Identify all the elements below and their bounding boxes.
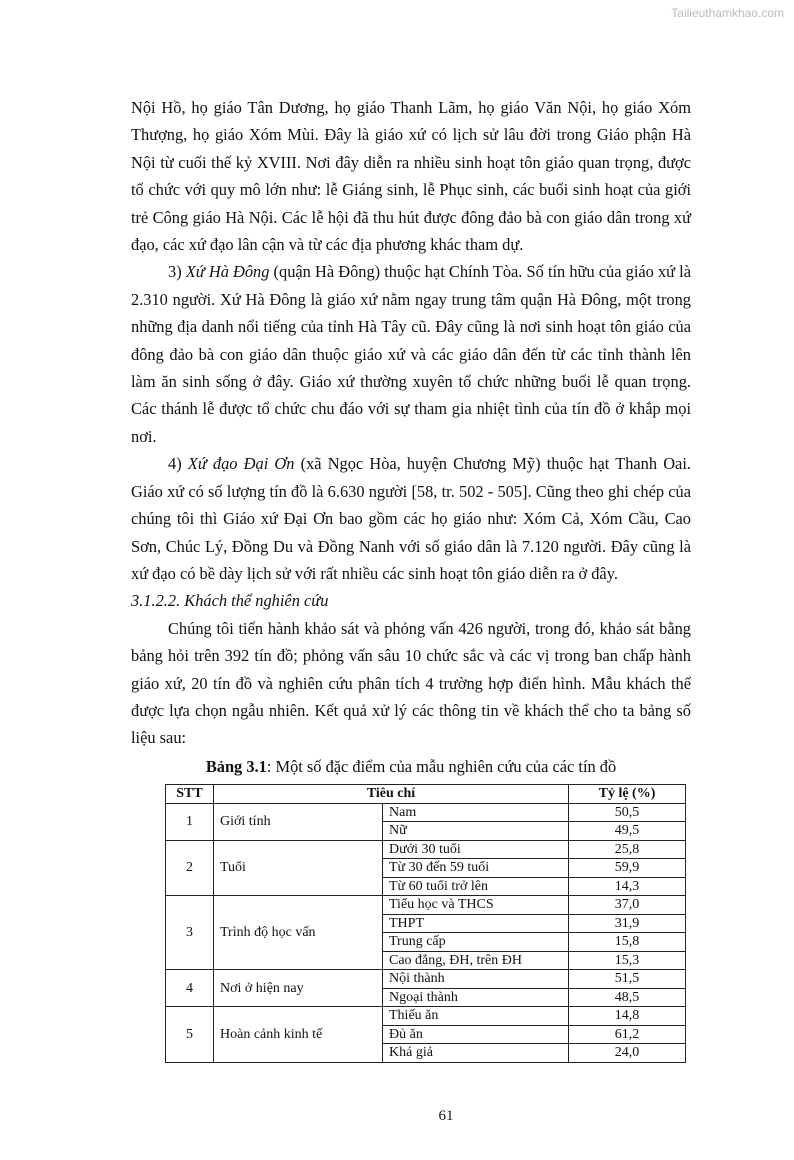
cell-subcategory: Thiếu ăn: [383, 1007, 569, 1026]
cell-rate: 15,8: [569, 933, 686, 952]
cell-stt: 3: [166, 896, 214, 970]
cell-rate: 37,0: [569, 896, 686, 915]
cell-rate: 49,5: [569, 822, 686, 841]
item-number: 3): [168, 262, 186, 282]
header-stt: STT: [166, 785, 214, 804]
table-caption: [131, 753, 691, 780]
table-row: [166, 1007, 686, 1026]
header-rate: Tỷ lệ (%): [569, 785, 686, 804]
header-criterion: Tiêu chí: [214, 785, 569, 804]
data-table: [165, 784, 686, 1063]
cell-subcategory: Trung cấp: [383, 933, 569, 952]
page-number: 61: [438, 1107, 454, 1124]
table-header-row: [166, 785, 686, 804]
paragraph-text: (quận Hà Đông) thuộc hạt Chính Tòa. Số tín hữu của giáo xứ là 2.310 người. Xứ Hà Đông là giáo xứ nằm ngay trung tâm quận Hà Đông, một trong những địa danh nổi tiếng của tỉnh Hà Tây cũ. Đây cũng là nơi sinh hoạt tôn giáo của đông đảo bà con giáo dân thuộc giáo xứ và các giáo dân đến từ các tỉnh thành lên làm ăn sinh sống ở đây. Giáo xứ thường xuyên tổ chức những buổi lễ quan trọng. Các thánh lễ được tổ chức chu đáo với sự tham gia nhiệt tình của tín đồ ở khắp mọi nơi.: [131, 262, 691, 446]
cell-subcategory: Tiểu học và THCS: [383, 896, 569, 915]
cell-subcategory: Nội thành: [383, 970, 569, 989]
paragraph: Nội Hồ, họ giáo Tân Dương, họ giáo Thanh Lãm, họ giáo Văn Nội, họ giáo Xóm Thượng, họ giáo Xóm Mùi. Đây là giáo xứ có lịch sử lâu đời trong Giáo phận Hà Nội từ cuối thế kỷ XVIII. Nơi đây diễn ra nhiều sinh hoạt tôn giáo quan trọng, được tổ chức với quy mô lớn như: lễ Giáng sinh, lễ Phục sinh, các buổi sinh hoạt của giới trẻ Công giáo Hà Nội. Các lễ hội đã thu hút được đông đảo bà con giáo dân trong xứ đạo, các xứ đạo lân cận và từ các địa phương khác tham dự.: [131, 98, 691, 255]
table-row: [166, 970, 686, 989]
cell-subcategory: Dưới 30 tuổi: [383, 840, 569, 859]
cell-rate: 24,0: [569, 1044, 686, 1063]
cell-criterion: Trình độ học vấn: [214, 896, 383, 970]
parish-name: Xứ Hà Đông: [185, 262, 270, 282]
cell-criterion: Hoàn cảnh kinh tế: [214, 1007, 383, 1063]
table-label: Bảng 3.1: [205, 756, 267, 776]
cell-subcategory: Đủ ăn: [383, 1025, 569, 1044]
cell-subcategory: Nữ: [383, 822, 569, 841]
cell-stt: 4: [166, 970, 214, 1007]
cell-subcategory: Từ 30 đến 59 tuổi: [383, 859, 569, 878]
table-title: : Một số đặc điểm của mẫu nghiên cứu của các tín đồ: [266, 756, 617, 776]
cell-subcategory: Từ 60 tuổi trở lên: [383, 877, 569, 896]
cell-stt: 1: [166, 803, 214, 840]
watermark: Tailieuthamkhao.com: [671, 6, 784, 20]
cell-rate: 59,9: [569, 859, 686, 878]
cell-subcategory: THPT: [383, 914, 569, 933]
table-row: [166, 896, 686, 915]
cell-rate: 61,2: [569, 1025, 686, 1044]
section-heading: 3.1.2.2. Khách thể nghiên cứu: [131, 591, 329, 611]
cell-stt: 2: [166, 840, 214, 896]
paragraph-text: (xã Ngọc Hòa, huyện Chương Mỹ) thuộc hạt Thanh Oai. Giáo xứ có số lượng tín đồ là 6.630 người [58, tr. 502 - 505]. Cũng theo ghi chép của chúng tôi thì Giáo xứ Đại Ơn bao gồm các họ giáo như: Xóm Cả, Xóm Cầu, Cao Sơn, Chúc Lý, Đồng Du và Đồng Nanh với số giáo dân là 7.120 người. Đây cũng là xứ đạo có bề dày lịch sử với rất nhiều các sinh hoạt tôn giáo diễn ra ở đây.: [131, 454, 691, 583]
paragraph: [131, 258, 691, 450]
document-body: [131, 0, 691, 1160]
cell-rate: 14,8: [569, 1007, 686, 1026]
cell-criterion: Nơi ở hiện nay: [214, 970, 383, 1007]
cell-rate: 15,3: [569, 951, 686, 970]
cell-subcategory: Khá giả: [383, 1044, 569, 1063]
cell-criterion: Giới tính: [214, 803, 383, 840]
cell-rate: 51,5: [569, 970, 686, 989]
cell-subcategory: Cao đẳng, ĐH, trên ĐH: [383, 951, 569, 970]
cell-rate: 25,8: [569, 840, 686, 859]
item-number: 4): [168, 454, 188, 474]
cell-rate: 48,5: [569, 988, 686, 1007]
table-row: [166, 803, 686, 822]
cell-criterion: Tuổi: [214, 840, 383, 896]
cell-subcategory: Nam: [383, 803, 569, 822]
cell-rate: 50,5: [569, 803, 686, 822]
cell-subcategory: Ngoại thành: [383, 988, 569, 1007]
table-row: [166, 840, 686, 859]
paragraph: Chúng tôi tiến hành khảo sát và phỏng vấn 426 người, trong đó, khảo sát bằng bảng hỏi trên 392 tín đồ; phỏng vấn sâu 10 chức sắc và các vị trong ban chấp hành giáo xứ, 20 tín đồ và nghiên cứu phân tích 4 trường hợp điển hình. Mẫu khách thể được lựa chọn ngẫu nhiên. Kết quả xử lý các thông tin về khách thể cho ta bảng số liệu sau:: [131, 618, 691, 748]
cell-rate: 14,3: [569, 877, 686, 896]
cell-stt: 5: [166, 1007, 214, 1063]
cell-rate: 31,9: [569, 914, 686, 933]
parish-name: Xứ đạo Đại Ơn: [187, 454, 295, 474]
paragraph: [131, 450, 691, 587]
